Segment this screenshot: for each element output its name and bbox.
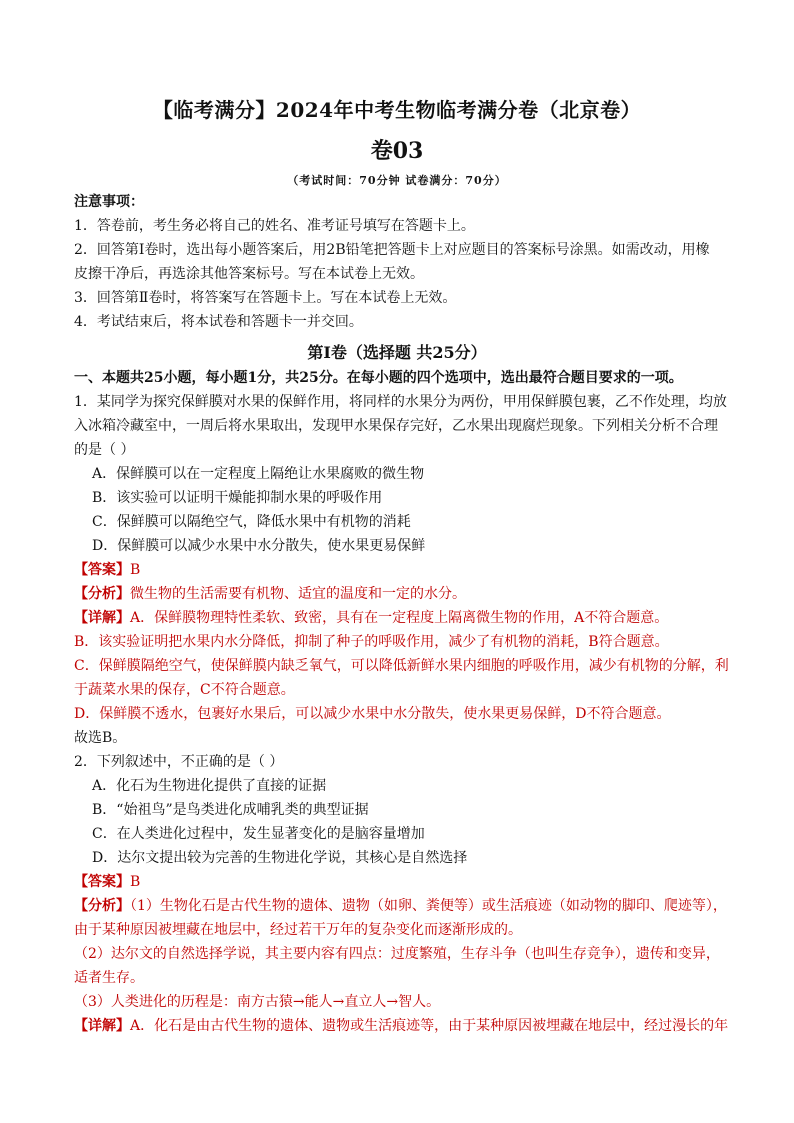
analysis-text: （1）生物化石是古代生物的遗体、遗物（如卵、粪便等）或生活痕迹（如动物的脚印、爬迹等），: [130, 898, 727, 914]
note-item: 2．回答第Ⅰ卷时，选出每小题答案后，用2B铅笔把答题卡上对应题目的答案标号涂黑。如需改动，用橡: [74, 242, 710, 258]
detail-tag: 【详解】: [74, 610, 130, 626]
analysis-line: [74, 584, 466, 604]
option-a: A．化石为生物进化提供了直接的证据: [92, 778, 327, 794]
option-c: C．保鲜膜可以隔绝空气，降低水果中有机物的消耗: [92, 514, 411, 530]
note-item: 3．回答第Ⅱ卷时，将答案写在答题卡上。写在本试卷上无效。: [74, 290, 457, 306]
note-item: 4．考试结束后，将本试卷和答题卡一并交回。: [74, 314, 363, 330]
analysis-text: （2）达尔文的自然选择学说，其主要内容有四点：过度繁殖，生存斗争（也叫生存竞争），遗传和变异，: [74, 946, 720, 962]
notes-heading: 注意事项：: [74, 194, 144, 210]
paper-number: 卷03: [370, 138, 424, 164]
answer-tag: 【答案】: [74, 874, 130, 890]
detail-tag: 【详解】: [74, 1018, 130, 1034]
option-b: B．该实验可以证明干燥能抑制水果的呼吸作用: [92, 490, 383, 506]
answer-value: B: [130, 562, 141, 578]
page-title: 【临考满分】2024年中考生物临考满分卷（北京卷）: [152, 98, 642, 122]
option-d: D．保鲜膜可以减少水果中水分散失，使水果更易保鲜: [92, 538, 426, 554]
answer-tag: 【答案】: [74, 562, 130, 578]
exam-time-info: （考试时间：70分钟 试卷满分：70分）: [287, 174, 507, 187]
question-stem: 入冰箱冷藏室中，一周后将水果取出，发现甲水果保存完好，乙水果出现腐烂现象。下列相关分析不合理: [74, 418, 718, 434]
detail-text: D．保鲜膜不透水，包裹好水果后，可以减少水果中水分散失，使水果更易保鲜，D不符合题意。: [74, 706, 671, 722]
conclusion-text: 故选B。: [74, 730, 127, 746]
section-title: 第Ⅰ卷（选择题 共25分）: [307, 343, 487, 362]
analysis-line: [74, 896, 727, 916]
question-stem: 2．下列叙述中，不正确的是（ ）: [74, 754, 284, 770]
note-item: 皮擦干净后，再选涂其他答案标号。写在本试卷上无效。: [74, 266, 424, 282]
detail-line: [74, 1016, 728, 1036]
detail-text: A．化石是由古代生物的遗体、遗物或生活痕迹等，由于某种原因被埋藏在地层中，经过漫长的年: [130, 1018, 729, 1034]
note-item: 1．答卷前，考生务必将自己的姓名、准考证号填写在答题卡上。: [74, 218, 475, 234]
detail-text: 于蔬菜水果的保存，C不符合题意。: [74, 682, 295, 698]
question-stem: 的是（ ）: [74, 442, 135, 458]
question-stem: 1．某同学为探究保鲜膜对水果的保鲜作用，将同样的水果分为两份，甲用保鲜膜包裹，乙不作处理，均放: [74, 394, 727, 410]
answer-line: [74, 872, 140, 892]
analysis-text: 微生物的生活需要有机物、适宜的温度和一定的水分。: [130, 586, 466, 602]
detail-text: C．保鲜膜隔绝空气，使保鲜膜内缺乏氧气，可以降低新鲜水果内细胞的呼吸作用，减少有机物的分解，利: [74, 658, 729, 674]
analysis-text: 适者生存。: [74, 970, 144, 986]
detail-line: [74, 608, 668, 628]
option-d: D．达尔文提出较为完善的生物进化学说，其核心是自然选择: [92, 850, 468, 866]
analysis-tag: 【分析】: [74, 586, 130, 602]
section-instruction: 一、本题共25小题，每小题1分，共25分。在每小题的四个选项中，选出最符合题目要求的一项。: [74, 370, 683, 386]
option-b: B．“始祖鸟”是鸟类进化成哺乳类的典型证据: [92, 802, 369, 818]
analysis-text: （3）人类进化的历程是：南方古猿→能人→直立人→智人。: [74, 994, 441, 1010]
analysis-text: 由于某种原因被埋藏在地层中，经过若干万年的复杂变化而逐渐形成的。: [74, 922, 522, 938]
option-a: A．保鲜膜可以在一定程度上隔绝让水果腐败的微生物: [92, 466, 425, 482]
analysis-tag: 【分析】: [74, 898, 130, 914]
answer-value: B: [130, 874, 141, 890]
detail-text: B．该实验证明把水果内水分降低，抑制了种子的呼吸作用，减少了有机物的消耗，B符合题意。: [74, 634, 669, 650]
detail-text: A．保鲜膜物理特性柔软、致密，具有在一定程度上隔离微生物的作用，A不符合题意。: [130, 610, 669, 626]
answer-line: [74, 560, 140, 580]
option-c: C．在人类进化过程中，发生显著变化的是脑容量增加: [92, 826, 425, 842]
